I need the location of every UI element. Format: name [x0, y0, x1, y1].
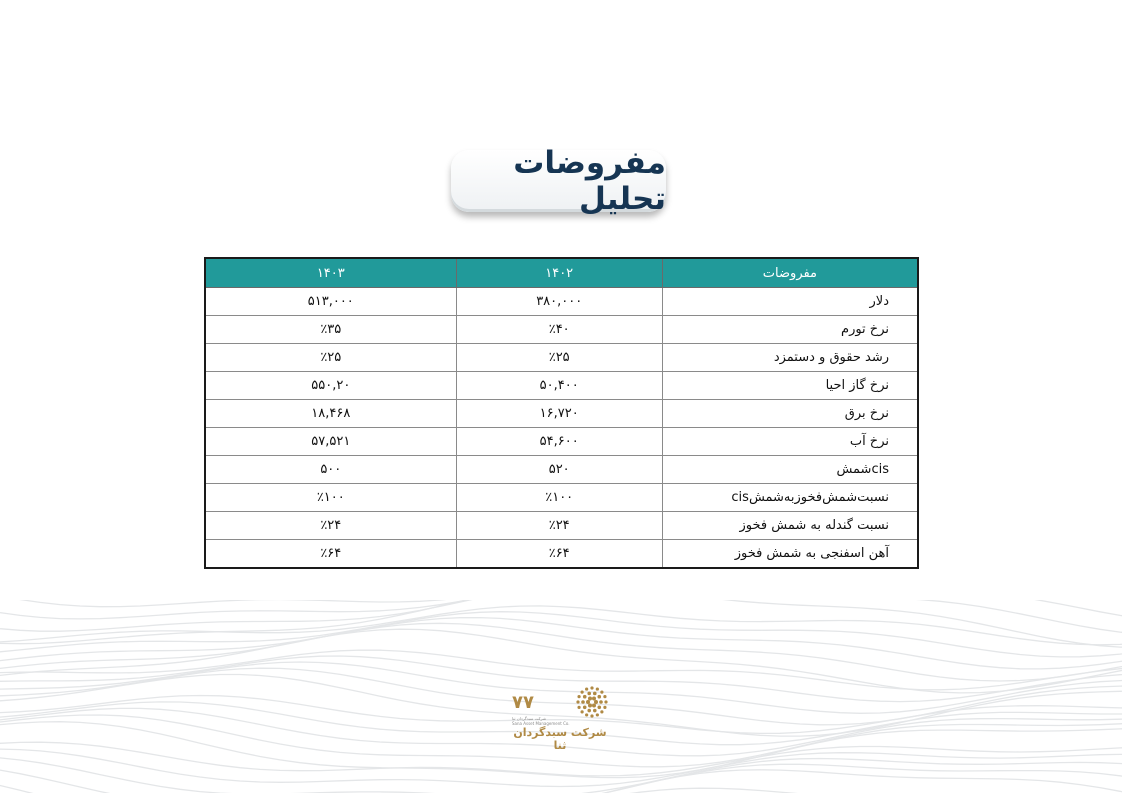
row-label: آهن اسفنجی به شمش فخوز: [662, 540, 918, 569]
emblem-dot: [581, 700, 585, 704]
cell-1402: ٪۱۰۰: [456, 484, 662, 512]
cell-1403: ٪۲۴: [205, 512, 456, 540]
cell-1402: ۵۴,۶۰۰: [456, 428, 662, 456]
emblem-dot: [593, 692, 597, 696]
cell-1402: ٪۲۴: [456, 512, 662, 540]
emblem-dot: [585, 687, 588, 690]
logo-number: ۷۷: [512, 692, 534, 713]
table-header-row: [205, 258, 918, 288]
emblem-dot: [592, 703, 596, 707]
wave-line: [0, 618, 1122, 669]
row-label: نرخ آب: [662, 428, 918, 456]
cell-1403: ٪۶۴: [205, 540, 456, 569]
cell-1402: ۳۸۰,۰۰۰: [456, 288, 662, 316]
row-label: cisشمش: [662, 456, 918, 484]
emblem-dot: [592, 697, 596, 701]
cell-1403: ۵۷,۵۲۱: [205, 428, 456, 456]
logo-tiny-text-en: Sana Asset Management Co.: [512, 721, 570, 726]
row-label: نسبت گندله به شمش فخوز: [662, 512, 918, 540]
emblem-dot: [588, 703, 592, 707]
row-label: نرخ تورم: [662, 316, 918, 344]
wave-line: [0, 600, 1122, 635]
table-row: [205, 316, 918, 344]
emblem-dot: [590, 686, 593, 689]
emblem-dot: [590, 714, 593, 717]
cell-1402: ۱۶,۷۲۰: [456, 400, 662, 428]
wave-line: [0, 623, 1122, 681]
emblem-dot: [596, 687, 599, 690]
logo-tiny-text: شرکت سبدگردان ثنا: [512, 716, 547, 721]
table-row: [205, 428, 918, 456]
emblem-dot: [583, 705, 587, 709]
cell-1403: ٪۲۵: [205, 344, 456, 372]
emblem-dot: [581, 710, 584, 713]
company-logo: [510, 684, 610, 752]
table-row: [205, 400, 918, 428]
emblem-dot: [577, 695, 580, 698]
emblem-dot: [603, 706, 606, 709]
assumptions-table: [204, 257, 919, 569]
emblem-dot: [603, 695, 606, 698]
emblem-dot: [597, 695, 601, 699]
table-row: [205, 512, 918, 540]
table-row: [205, 288, 918, 316]
emblem-dot: [600, 691, 603, 694]
header-assumptions: مفروضات: [662, 258, 918, 288]
row-label: نسبت‌شمش‌فخوزبه‌شمشcis: [662, 484, 918, 512]
cell-1403: ۵۵۰,۲۰: [205, 372, 456, 400]
emblem-dot: [587, 709, 591, 713]
emblem-dot: [587, 692, 591, 696]
table-row: [205, 484, 918, 512]
sun-emblem-icon: [574, 684, 610, 720]
header-1403: ۱۴۰۳: [205, 258, 456, 288]
emblem-dot: [604, 700, 607, 703]
emblem-dot: [594, 700, 598, 704]
emblem-dot: [581, 691, 584, 694]
emblem-dot: [588, 697, 592, 701]
cell-1402: ٪۴۰: [456, 316, 662, 344]
cell-1403: ٪۳۵: [205, 316, 456, 344]
cell-1402: ۵۲۰: [456, 456, 662, 484]
wave-line: [0, 788, 1122, 793]
emblem-dot: [593, 709, 597, 713]
emblem-dot: [596, 713, 599, 716]
row-label: دلار: [662, 288, 918, 316]
emblem-dot: [586, 700, 590, 704]
cell-1402: ٪۲۵: [456, 344, 662, 372]
emblem-dot: [599, 700, 603, 704]
page-title: مفروضات تحلیل: [513, 145, 666, 217]
cell-1403: ۵۱۳,۰۰۰: [205, 288, 456, 316]
emblem-dot: [583, 695, 587, 699]
emblem-dot: [600, 710, 603, 713]
table-row: [205, 372, 918, 400]
cell-1402: ٪۶۴: [456, 540, 662, 569]
cell-1403: ۱۸,۴۶۸: [205, 400, 456, 428]
cell-1402: ۵۰,۴۰۰: [456, 372, 662, 400]
title-banner: [451, 145, 666, 217]
cell-1403: ٪۱۰۰: [205, 484, 456, 512]
emblem-dot: [576, 700, 579, 703]
emblem-dot: [597, 705, 601, 709]
table-row: [205, 456, 918, 484]
cell-1403: ۵۰۰: [205, 456, 456, 484]
table-row: [205, 344, 918, 372]
row-label: نرخ برق: [662, 400, 918, 428]
table-row: [205, 540, 918, 569]
wave-line: [0, 749, 1122, 786]
header-1402: ۱۴۰۲: [456, 258, 662, 288]
row-label: رشد حقوق و دستمزد: [662, 344, 918, 372]
wave-line: [0, 770, 1122, 793]
emblem-dot: [577, 706, 580, 709]
logo-company-name: شرکت سبدگردان ثنا: [513, 726, 607, 752]
row-label: نرخ گاز احیا: [662, 372, 918, 400]
